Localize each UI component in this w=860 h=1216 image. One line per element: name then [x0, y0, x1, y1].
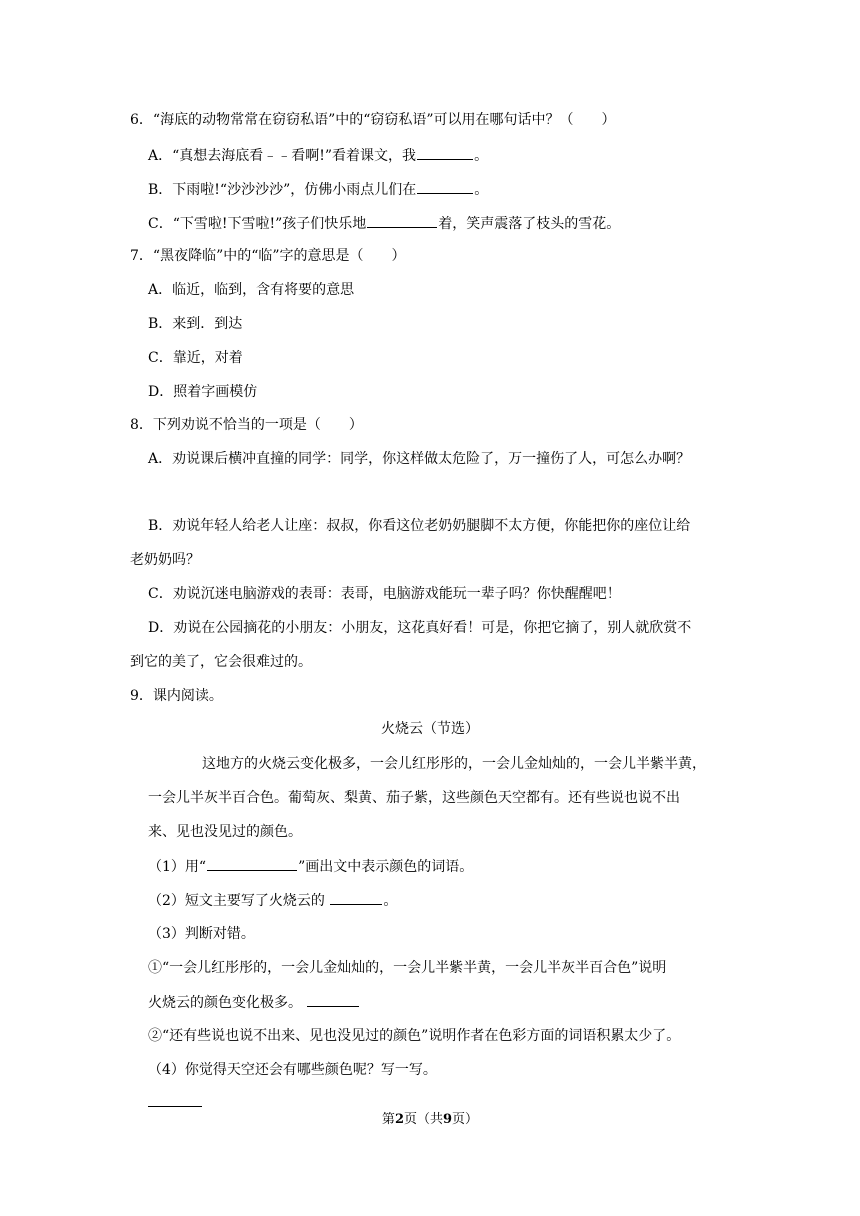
q8-option-b-line2: 老奶奶吗？ [130, 552, 200, 568]
q7-stem: 7．“黑夜降临”中的“临”字的意思是（ ） [130, 248, 406, 264]
q8-stem: 8．下列劝说不恰当的一项是（ ） [130, 417, 363, 433]
answer-blank [307, 992, 359, 1007]
page-number: 2 [394, 1112, 404, 1127]
q7-option-a: A．临近，临到，含有将要的意思 [148, 282, 355, 298]
q7-option-d: D．照着字画模仿 [148, 384, 258, 400]
q8-option-d-line1: D．劝说在公园摘花的小朋友：小朋友，这花真好看！可是，你把它摘了，别人就欣赏不 [148, 620, 692, 636]
q9-sub-1: （1）用“ ”画出文中表示颜色的词语。 [148, 856, 473, 877]
underline-sample [207, 856, 297, 871]
answer-blank [417, 145, 473, 160]
q9-sub-3: （3）判断对错。 [148, 926, 255, 942]
passage-line-2: 一会儿半灰半百合色。葡萄灰、梨黄、茄子紫，这些颜色天空都有。还有些说也说不出 [148, 790, 680, 806]
page-total: 9 [443, 1112, 453, 1127]
answer-line [148, 1106, 202, 1107]
judge-1-line2: 火烧云的颜色变化极多。 [148, 992, 360, 1013]
q6-stem: 6．“海底的动物常常在窃窃私语”中的“窃窃私语”可以用在哪句话中？（ ） [130, 112, 616, 128]
answer-blank [417, 179, 473, 194]
q9-sub-2: （2）短文主要写了火烧云的 。 [148, 890, 397, 911]
q7-option-b: B．来到．到达 [148, 316, 243, 332]
answer-blank [367, 213, 437, 228]
passage-line-3: 来、见也没见过的颜色。 [148, 824, 302, 840]
q8-option-a: A．劝说课后横冲直撞的同学：同学，你这样做太危险了，万一撞伤了人，可怎么办啊？ [148, 451, 691, 467]
q6-option-c: C．“下雪啦!下雪啦!”孩子们快乐地 着，笑声震落了枝头的雪花。 [148, 213, 620, 234]
q6-option-a: A．“真想去海底看﹣﹣看啊!”看着课文，我 。 [148, 145, 488, 166]
q8-option-c: C．劝说沉迷电脑游戏的表哥：表哥，电脑游戏能玩一辈子吗？你快醒醒吧！ [148, 586, 621, 602]
q9-stem: 9．课内阅读。 [130, 688, 223, 704]
judge-2: ②“还有些说也说不出来、见也没见过的颜色”说明作者在色彩方面的词语积累太少了。 [148, 1028, 681, 1044]
answer-blank [330, 890, 382, 905]
passage-title: 火烧云（节选） [381, 721, 479, 737]
judge-1-line1: ①“一会儿红彤彤的，一会儿金灿灿的，一会儿半紫半黄，一会儿半灰半百合色”说明 [148, 960, 667, 976]
page-footer: 第2页（共9页） [381, 1112, 479, 1127]
q8-option-b-line1: B．劝说年轻人给老人让座：叔叔，你看这位老奶奶腿脚不太方便，你能把你的座位让给 [148, 518, 691, 534]
q6-option-b: B．下雨啦!“沙沙沙沙”，仿佛小雨点儿们在 。 [148, 179, 488, 200]
passage-line-1: 这地方的火烧云变化极多，一会儿红彤彤的，一会儿金灿灿的，一会儿半紫半黄， [202, 756, 706, 772]
q9-sub-4: （4）你觉得天空还会有哪些颜色呢？写一写。 [148, 1062, 437, 1078]
q7-option-c: C．靠近，对着 [148, 350, 243, 366]
q8-option-d-line2: 到它的美了，它会很难过的。 [130, 654, 312, 670]
